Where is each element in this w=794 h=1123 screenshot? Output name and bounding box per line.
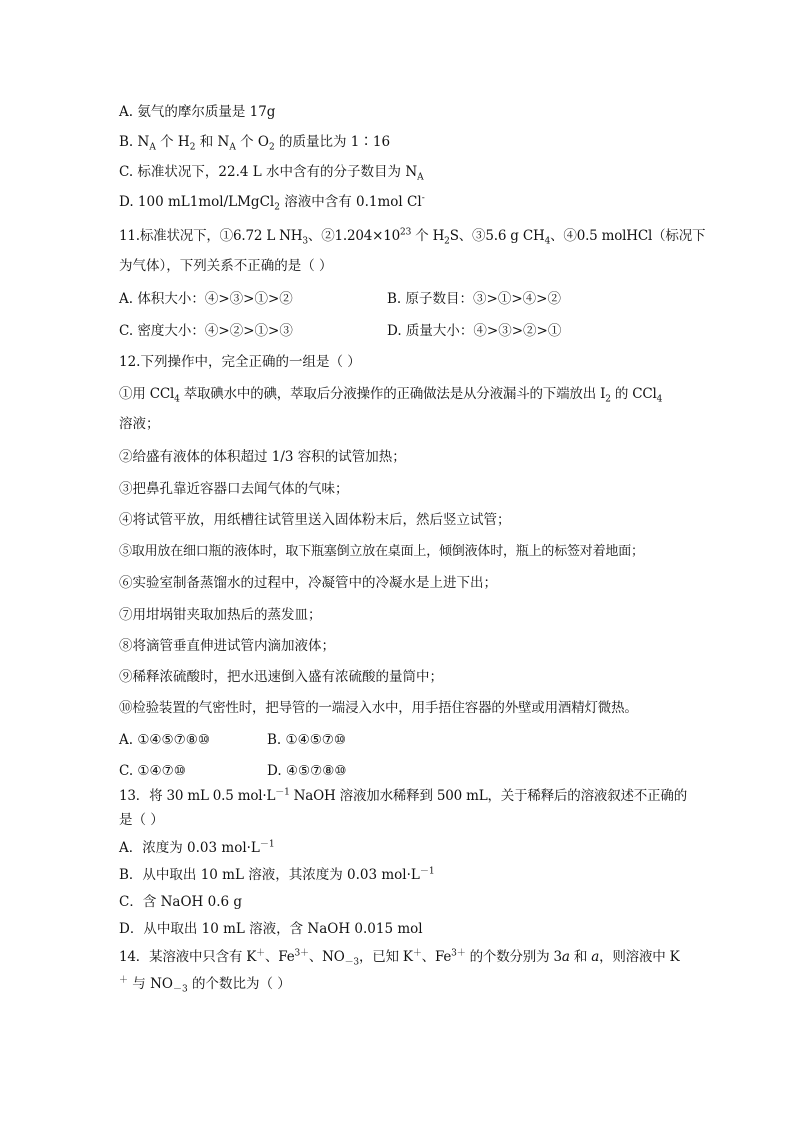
q11-option-d (387, 322, 561, 340)
text: ⑦用坩埚钳夹取加热后的蒸发皿； (119, 607, 322, 623)
sub: 4 (174, 394, 180, 405)
q14-stem-line2 (119, 975, 291, 993)
sub: －3 (344, 957, 359, 968)
q14-stem-line1 (119, 948, 680, 966)
text: 的 CCl (610, 386, 657, 402)
text: 溶液中含有 0.1mol Cl (279, 194, 422, 210)
text: 与 NO (128, 976, 173, 992)
sub: 2 (444, 236, 450, 247)
q12-item-1-cont (119, 415, 160, 433)
q12-option-b (267, 731, 346, 749)
sub: 2 (268, 142, 275, 153)
text: 12.下列操作中，完全正确的一组是（ ） (119, 354, 361, 370)
q12-item-6 (119, 574, 497, 592)
q12-item-1 (119, 385, 662, 403)
sub: 2 (189, 142, 196, 153)
text: 、②1.204×10 (307, 228, 401, 244)
text: 13．将 30 mL 0.5 mol·L (119, 788, 276, 804)
text: C. 标准状况下，22.4 L 水中含有的分子数目为 N (119, 164, 418, 180)
text: B. ①④⑤⑦⑩ (267, 732, 347, 748)
q10-option-c (119, 163, 424, 181)
text: 个 H (411, 228, 445, 244)
q12-item-9 (119, 668, 443, 686)
text: 的个数比为（ ） (187, 976, 291, 992)
text: 和 (569, 949, 592, 965)
q12-option-d (267, 762, 346, 780)
text: 、Fe (264, 949, 295, 965)
q13-option-b (119, 866, 435, 884)
sup: ＋ (256, 948, 265, 959)
text: NaOH 溶液加水稀释到 500 mL，关于稀释后的溶液叙述不正确的 (289, 788, 687, 804)
q13-stem-line1 (119, 787, 687, 805)
text: 、NO (308, 949, 345, 965)
text: A. ①④⑤⑦⑧⑩ (119, 732, 210, 748)
text: ⑨稀释浓硫酸时，把水迅速倒入盛有浓硫酸的量筒中； (119, 669, 443, 685)
text: 、④0.5 molHCl（标况下 (550, 228, 706, 244)
sub: A (149, 142, 156, 153)
q12-stem (119, 353, 361, 371)
sub: A (417, 172, 424, 183)
text: A．浓度为 0.03 mol·L (119, 840, 260, 856)
sup: ＋ (119, 975, 129, 986)
sub: －3 (172, 984, 188, 995)
text: 为气体），下列关系不正确的是（ ） (119, 258, 333, 274)
text: 的个数分别为 3 (465, 949, 562, 965)
q12-item-10 (119, 699, 638, 717)
text: D. 质量大小：④>③>②>① (387, 323, 562, 339)
text: D．从中取出 10 mL 溶液，含 NaOH 0.015 mol (119, 921, 423, 937)
sub: A (229, 142, 236, 153)
text: C. 密度大小：④>②>①>③ (119, 323, 293, 339)
text: A. 体积大小：④>③>①>② (119, 291, 293, 307)
text: ，则溶液中 K (599, 949, 680, 965)
italic: a (561, 949, 570, 965)
text: 是（ ） (119, 812, 164, 828)
sub: 4 (656, 394, 663, 405)
q12-item-8 (119, 637, 335, 655)
text: 14．某溶液中只含有 K (119, 949, 257, 965)
q11-option-a (119, 290, 293, 308)
text: ⑤取用放在细口瓶的液体时，取下瓶塞倒立放在桌面上，倾倒液体时，瓶上的标签对着地面； (119, 544, 644, 559)
text: D. ④⑤⑦⑧⑩ (267, 763, 347, 779)
text: S、③5.6 g CH (449, 228, 545, 244)
text: B. 原子数目：③>①>④>② (387, 291, 561, 307)
q10-option-a (119, 103, 275, 121)
q13-stem-line2 (119, 811, 164, 829)
sup: 3＋ (294, 948, 309, 959)
q10-option-a-text: A. 氨气的摩尔质量是 17g (119, 104, 276, 120)
q11-option-b (387, 290, 561, 308)
sup: ＋ (412, 948, 422, 959)
q10-option-b (119, 133, 390, 151)
text: B．从中取出 10 mL 溶液，其浓度为 0.03 mol·L (119, 867, 420, 883)
text: ②给盛有液体的体积超过 1/3 容积的试管加热； (119, 449, 406, 465)
text: B. N (119, 134, 150, 150)
q11-stem-line2 (119, 257, 333, 275)
text: ③把鼻孔靠近容器口去闻气体的气味； (119, 481, 349, 497)
text: 11.标准状况下，①6.72 L NH (119, 228, 303, 244)
sub: 3 (302, 236, 308, 247)
q13-option-a (119, 839, 275, 857)
q11-option-c (119, 322, 293, 340)
q12-item-7 (119, 606, 322, 624)
text: 、Fe (421, 949, 452, 965)
q12-option-a (119, 731, 210, 749)
q13-option-c (119, 893, 242, 911)
text: 和 N (195, 134, 230, 150)
sub: 2 (605, 394, 611, 405)
text: 的质量比为 1∶16 (274, 134, 391, 150)
text: D. 100 mL1mol/LMgCl (119, 194, 275, 210)
q11-stem-line1 (119, 227, 705, 245)
q12-item-5 (119, 543, 644, 561)
text: ④将试管平放，用纸槽往试管里送入固体粉末后，然后竖立试管； (119, 512, 511, 528)
text: 个 O (235, 134, 269, 150)
sup: －1 (275, 787, 290, 798)
text: 溶液； (119, 416, 160, 432)
q12-item-2 (119, 448, 406, 466)
q10-option-d (119, 193, 425, 211)
text: ①用 CCl (119, 386, 175, 402)
sup: - (421, 193, 425, 204)
text: 萃取碘水中的碘，萃取后分液操作的正确做法是从分液漏斗的下端放出 I (179, 386, 606, 402)
sup: 3＋ (451, 948, 466, 959)
sub: 2 (274, 202, 280, 213)
q13-option-d (119, 920, 423, 938)
text: ⑥实验室制备蒸馏水的过程中，冷凝管中的冷凝水是上进下出； (119, 575, 497, 591)
sup: －1 (419, 866, 435, 877)
text: ⑧将滴管垂直伸进试管内滴加液体； (119, 638, 335, 654)
text: ⑩检验装置的气密性时，把导管的一端浸入水中，用手捂住容器的外壁或用酒精灯微热。 (119, 700, 638, 716)
sup: －1 (259, 839, 275, 850)
q12-item-4 (119, 511, 511, 529)
q12-option-c (119, 762, 186, 780)
text: C．含 NaOH 0.6 g (119, 894, 243, 910)
text: C. ①④⑦⑩ (119, 763, 186, 779)
text: 个 H (155, 134, 190, 150)
text: ，已知 K (358, 949, 413, 965)
sup: 23 (400, 227, 412, 238)
italic: a (591, 949, 600, 965)
q12-item-3 (119, 480, 349, 498)
sub: 4 (544, 236, 551, 247)
